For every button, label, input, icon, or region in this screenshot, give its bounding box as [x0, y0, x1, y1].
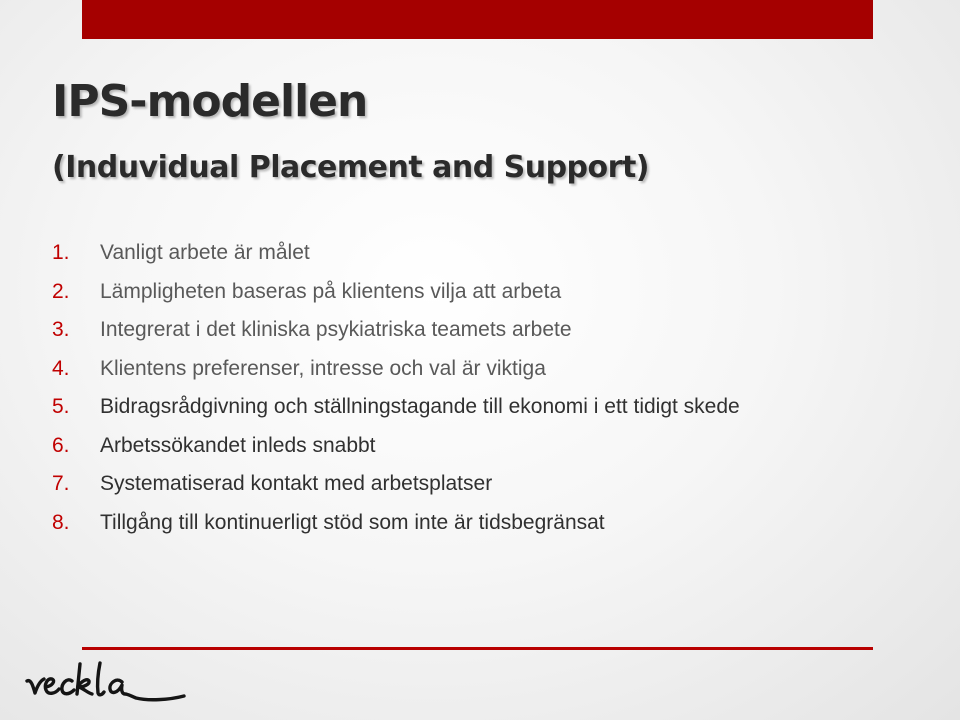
list-item-number: 2.: [52, 279, 70, 303]
list-item-number: 3.: [52, 318, 70, 342]
list-item: [52, 388, 740, 427]
slide-subtitle: (Induvidual Placement and Support): [52, 150, 649, 185]
list-item: [52, 427, 740, 466]
list-item-number: 8.: [52, 510, 70, 534]
list-item-number: 7.: [52, 472, 70, 496]
slide-title: IPS-modellen: [52, 76, 368, 127]
list-item-text: Systematiserad kontakt med arbetsplatser: [100, 472, 493, 496]
list-item-text: Arbetssökandet inleds snabbt: [100, 433, 376, 457]
list-item: [52, 465, 740, 504]
list-item-number: 1.: [52, 241, 70, 265]
list-item: [52, 504, 740, 543]
list-item-text: Lämpligheten baseras på klientens vilja att arbeta: [100, 279, 562, 303]
bottom-divider: [82, 647, 873, 650]
list-item: [52, 273, 740, 312]
list-item-text: Integrerat i det kliniska psykiatriska teamets arbete: [100, 318, 572, 342]
veckla-logo-icon: [24, 660, 194, 710]
principles-list: [52, 234, 740, 542]
list-item-text: Bidragsrådgivning och ställningstagande till ekonomi i ett tidigt skede: [100, 395, 740, 419]
list-item: [52, 350, 740, 389]
list-item: [52, 234, 740, 273]
list-item-text: Vanligt arbete är målet: [100, 241, 310, 265]
list-item-number: 5.: [52, 395, 70, 419]
list-item-text: Tillgång till kontinuerligt stöd som inte är tidsbegränsat: [100, 510, 605, 534]
list-item-number: 6.: [52, 433, 70, 457]
list-item-number: 4.: [52, 356, 70, 380]
list-item-text: Klientens preferenser, intresse och val är viktiga: [100, 356, 546, 380]
top-accent-bar: [82, 0, 873, 39]
list-item: [52, 311, 740, 350]
